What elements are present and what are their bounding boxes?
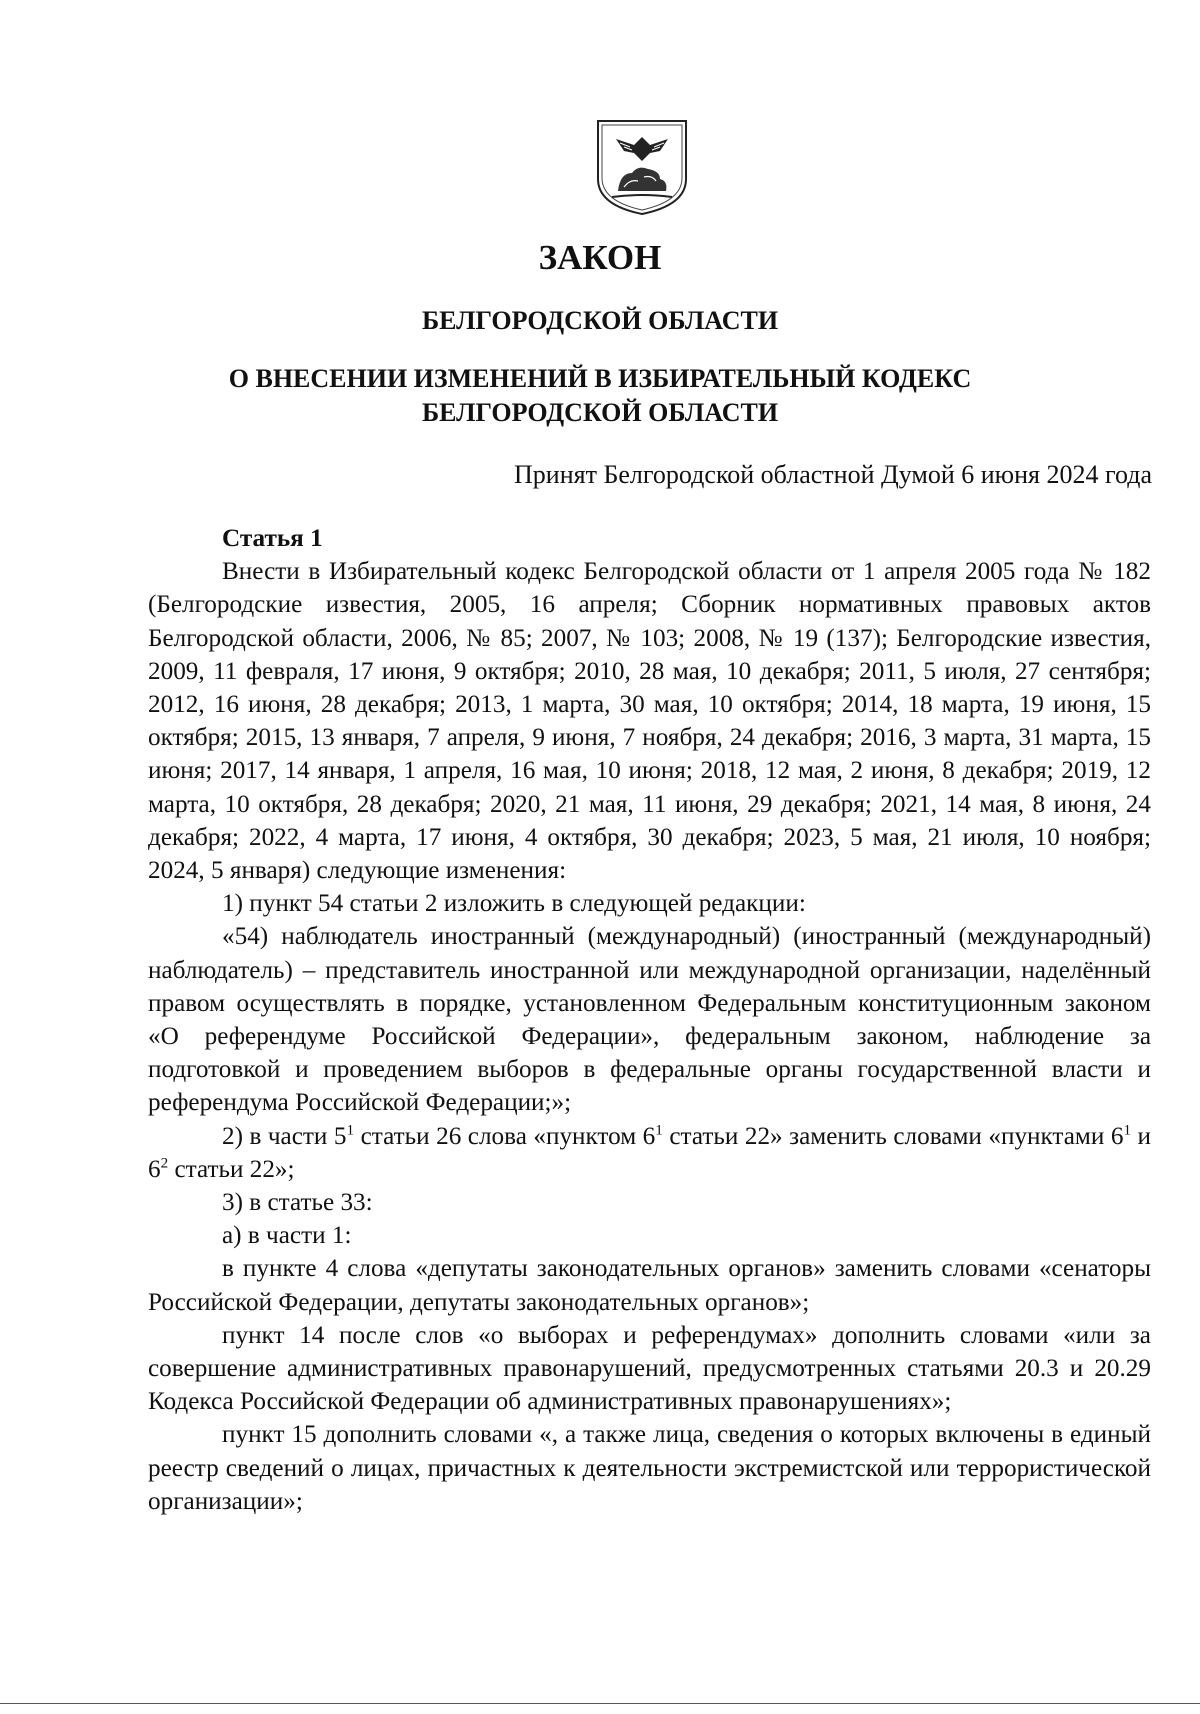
- article-heading: Статья 1: [222, 525, 323, 552]
- document-subtitle: БЕЛГОРОДСКОЙ ОБЛАСТИ: [421, 306, 779, 335]
- document-body: [148, 522, 1151, 1518]
- law-title-line-1: О ВНЕСЕНИИ ИЗМЕНЕНИЙ В ИЗБИРАТЕЛЬНЫЙ КОДЕКС: [228, 364, 972, 393]
- item-3a-point-4: в пункте 4 слова «депутаты законодательных органов» заменить словами «сенаторы Российской Федерации, депутаты законодательных органов»;: [148, 1255, 1151, 1316]
- belgorod-coat-of-arms-icon: [594, 117, 690, 217]
- item-2: 2) в части $5^1$ статьи 26 слова «пунктом $6^1$ статьи 22» заменить словами «пунктами $6^1$ и $6^2$ статьи 22»;: [148, 1122, 1152, 1183]
- document-title: ЗАКОН: [538, 238, 662, 277]
- item-3a: а) в части 1:: [222, 1222, 352, 1250]
- item-3a-point-14: пункт 14 после слов «о выборах и референдумах» дополнить словами «или за совершение административных правонарушений, предусмотренных статьями 20.3 и 20.29 Кодекса Российской Федерации об административных правонарушениях»;: [148, 1321, 1151, 1416]
- law-title: [0, 362, 1200, 430]
- adoption-date: Принят Белгородской областной Думой 6 июня 2024 года: [514, 460, 1152, 489]
- item-3a-point-15: пункт 15 дополнить словами «, а также лица, сведения о которых включены в единый реестр сведений о лицах, причастных к деятельности экстремистской или террористической организации»;: [148, 1421, 1151, 1515]
- law-title-line-2: БЕЛГОРОДСКОЙ ОБЛАСТИ: [421, 398, 779, 427]
- item-3: 3) в статье 33:: [222, 1189, 373, 1217]
- item-1: 1) пункт 54 статьи 2 изложить в следующей редакции:: [222, 890, 806, 918]
- article-intro-paragraph: Внести в Избирательный кодекс Белгородской области от 1 апреля 2005 года № 182 (Белгородские известия, 2005, 16 апреля; Сборник нормативных правовых актов Белгородской области, 2006, № 85; 2007, № 103; 2008, № 19 (137); Белгородские известия, 2009, 11 февраля, 17 июня, 9 октября; 2010, 28 мая, 10 декабря; 2011, 5 июля, 27 сентября; 2012, 16 июня, 28 декабря; 2013, 1 марта, 30 мая, 10 октября; 2014, 18 марта, 19 июня, 15 октября; 2015, 13 января, 7 апреля, 9 июня, 7 ноября, 24 декабря; 2016, 3 марта, 31 марта, 15 июня; 2017, 14 января, 1 апреля, 16 мая, 10 июня; 2018, 12 мая, 2 июня, 8 декабря; 2019, 12 марта, 10 октября, 28 декабря; 2020, 21 мая, 11 июня, 29 декабря; 2021, 14 мая, 8 июня, 24 декабря; 2022, 4 марта, 17 июня, 4 октября, 30 декабря; 2023, 5 мая, 21 июля, 10 ноября; 2024, 5 января) следующие изменения:: [148, 558, 1151, 885]
- item-1-text: «54) наблюдатель иностранный (международный) (иностранный (международный) наблюдатель) – представитель иностранной или международной организации, наделённый правом осуществлять в порядке, установленном Федеральным конституционным законом «О референдуме Российской Федерации», федеральным законом, наблюдение за подготовкой и проведением выборов в федеральные органы государственной власти и референдума Российской Федерации;»;: [148, 923, 1151, 1117]
- page-bottom-rule: [0, 1703, 1200, 1704]
